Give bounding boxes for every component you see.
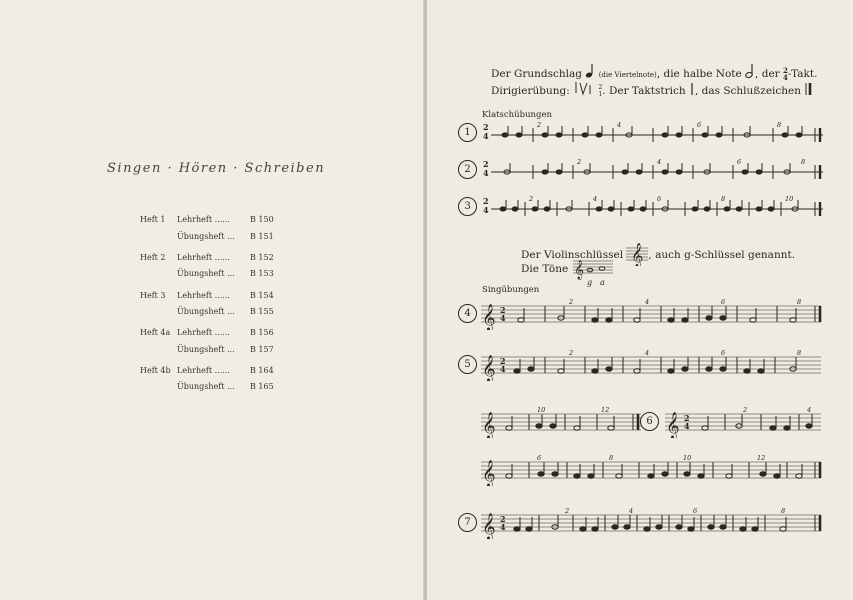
- clap-exercises-title: Klatschübungen: [482, 110, 552, 120]
- bar-number: 2: [537, 121, 542, 129]
- singing-staff-7: [481, 505, 827, 539]
- left-page: [0, 0, 425, 600]
- catalog-kind: Übungsheft ...: [177, 345, 235, 354]
- conduct-mark-bottom: 1: [598, 91, 603, 98]
- catalog-number: B 156: [250, 328, 274, 337]
- bar-number: 4: [657, 158, 662, 166]
- singing-staff-6b: [481, 452, 827, 486]
- final-barline-icon: [804, 82, 814, 96]
- bar-number: 8: [797, 349, 802, 357]
- bar-number: 4: [617, 121, 622, 129]
- header-text: , der: [755, 68, 780, 80]
- catalog-number: B 152: [250, 253, 274, 262]
- bar-number: 10: [537, 406, 546, 414]
- right-page: [427, 0, 853, 600]
- catalog-heft: Heft 3: [140, 291, 166, 300]
- bar-number: 6: [737, 158, 742, 166]
- svg-text:4: 4: [684, 421, 690, 431]
- bar-number: 6: [657, 195, 662, 203]
- half-note-icon: [745, 63, 755, 79]
- conduct-mark-top: 2: [598, 84, 603, 91]
- catalog-kind: Lehrheft ......: [177, 291, 230, 300]
- catalog-heft: Heft 4b: [140, 366, 171, 375]
- svg-text:2: 2: [483, 159, 489, 169]
- singing-staff-5: [481, 347, 827, 381]
- bar-number: 10: [785, 195, 794, 203]
- catalog-kind: Lehrheft ......: [177, 328, 230, 337]
- catalog-number: B 164: [250, 366, 274, 375]
- svg-text:4: 4: [500, 522, 506, 532]
- svg-text:2: 2: [500, 305, 506, 315]
- exercise-number: 2: [458, 160, 477, 179]
- bar-number: 2: [577, 158, 582, 166]
- time-sig-top: 2: [783, 66, 788, 75]
- exercise-number: 1: [458, 123, 477, 142]
- svg-text:2: 2: [684, 413, 690, 423]
- svg-text:𝄞: 𝄞: [482, 413, 496, 438]
- svg-text:𝄞: 𝄞: [482, 305, 496, 330]
- bar-number: 8: [801, 158, 806, 166]
- exercise-number: 6: [640, 412, 659, 431]
- conducting-pattern-icon: [573, 81, 595, 97]
- catalog-number: B 154: [250, 291, 274, 300]
- treble-clef-icon: [626, 240, 648, 266]
- bar-number: 8: [781, 507, 786, 515]
- exercise-number: 4: [458, 304, 477, 323]
- bar-number: 2: [565, 507, 570, 515]
- header-text: -Takt.: [787, 68, 818, 80]
- catalog-heft: Heft 4a: [140, 328, 171, 337]
- catalog-number: B 157: [250, 345, 274, 354]
- bar-number: 2: [569, 298, 574, 306]
- svg-text:4: 4: [483, 205, 489, 215]
- header-text: . Der Taktstrich: [602, 85, 686, 97]
- bar-number: 4: [593, 195, 598, 203]
- bar-number: 2: [569, 349, 574, 357]
- exercise-number: 5: [458, 355, 477, 374]
- bar-number: 4: [807, 406, 812, 414]
- catalog-number: B 165: [250, 382, 274, 391]
- bar-number: 6: [537, 454, 542, 462]
- singing-exercises-title: Singübungen: [482, 285, 540, 295]
- header-line-2: [491, 81, 814, 98]
- bar-number: 8: [797, 298, 802, 306]
- svg-text:2: 2: [500, 514, 506, 524]
- bar-number: 6: [721, 298, 726, 306]
- bar-number: 8: [721, 195, 726, 203]
- tone-name: a: [600, 278, 605, 287]
- catalog-kind: Übungsheft ...: [177, 307, 235, 316]
- series-title: Singen · Hören · Schreiben: [107, 161, 326, 176]
- catalog-number: B 155: [250, 307, 274, 316]
- bar-number: 4: [645, 349, 650, 357]
- rhythm-line-3: [481, 192, 829, 220]
- singing-staff-4: [481, 296, 827, 330]
- svg-text:4: 4: [483, 168, 489, 178]
- rhythm-line-1: [481, 118, 829, 146]
- bar-number: 2: [529, 195, 534, 203]
- tones-label: Die Töne: [521, 263, 569, 275]
- header-text: Der Grundschlag: [491, 68, 583, 80]
- svg-text:4: 4: [500, 364, 506, 374]
- bar-number: 8: [609, 454, 614, 462]
- bar-number: 2: [743, 406, 748, 414]
- catalog-number: B 151: [250, 232, 274, 241]
- time-sig-bottom: 4: [783, 73, 788, 82]
- tone-name: g: [587, 278, 593, 287]
- clef-text: , auch g-Schlüssel genannt.: [648, 249, 796, 261]
- header-text: Dirigierübung:: [491, 85, 570, 97]
- catalog-heft: Heft 1: [140, 215, 166, 224]
- catalog-kind: Übungsheft ...: [177, 232, 235, 241]
- svg-text:2: 2: [500, 356, 506, 366]
- header-text: (die Viertelnote): [598, 71, 657, 79]
- bar-number: 4: [645, 298, 650, 306]
- bar-number: 10: [683, 454, 692, 462]
- bar-number: 12: [601, 406, 610, 414]
- catalog-number: B 153: [250, 269, 274, 278]
- bar-number: 6: [693, 507, 698, 515]
- svg-text:2: 2: [483, 196, 489, 206]
- svg-text:2: 2: [483, 122, 489, 132]
- bar-number: 8: [777, 121, 782, 129]
- tones-staff: [573, 255, 613, 289]
- catalog-kind: Lehrheft ......: [177, 253, 230, 262]
- svg-text:4: 4: [500, 313, 506, 323]
- header-text: , die halbe Note: [656, 68, 742, 80]
- bar-number: 6: [721, 349, 726, 357]
- svg-text:𝄞: 𝄞: [574, 260, 585, 280]
- bar-number: 6: [697, 121, 702, 129]
- exercise-number: 7: [458, 513, 477, 532]
- clef-text: Der Violinschlüssel: [521, 249, 624, 261]
- catalog-kind: Lehrheft ......: [177, 366, 230, 375]
- bar-number: 4: [629, 507, 634, 515]
- svg-text:𝄞: 𝄞: [482, 461, 496, 486]
- header-text: , das Schlußzeichen: [694, 85, 802, 97]
- svg-text:𝄞: 𝄞: [482, 514, 496, 539]
- quarter-note-icon: [585, 63, 595, 79]
- svg-text:𝄞: 𝄞: [631, 243, 644, 266]
- header-line-1: [491, 63, 817, 81]
- svg-text:𝄞: 𝄞: [666, 413, 680, 438]
- rhythm-line-2: [481, 155, 829, 183]
- svg-text:4: 4: [483, 131, 489, 141]
- catalog-number: B 150: [250, 215, 274, 224]
- svg-text:𝄞: 𝄞: [482, 356, 496, 381]
- exercise-number: 3: [458, 197, 477, 216]
- catalog-kind: Übungsheft ...: [177, 382, 235, 391]
- catalog-heft: Heft 2: [140, 253, 166, 262]
- bar-number: 12: [757, 454, 766, 462]
- catalog-kind: Übungsheft ...: [177, 269, 235, 278]
- catalog-kind: Lehrheft ......: [177, 215, 230, 224]
